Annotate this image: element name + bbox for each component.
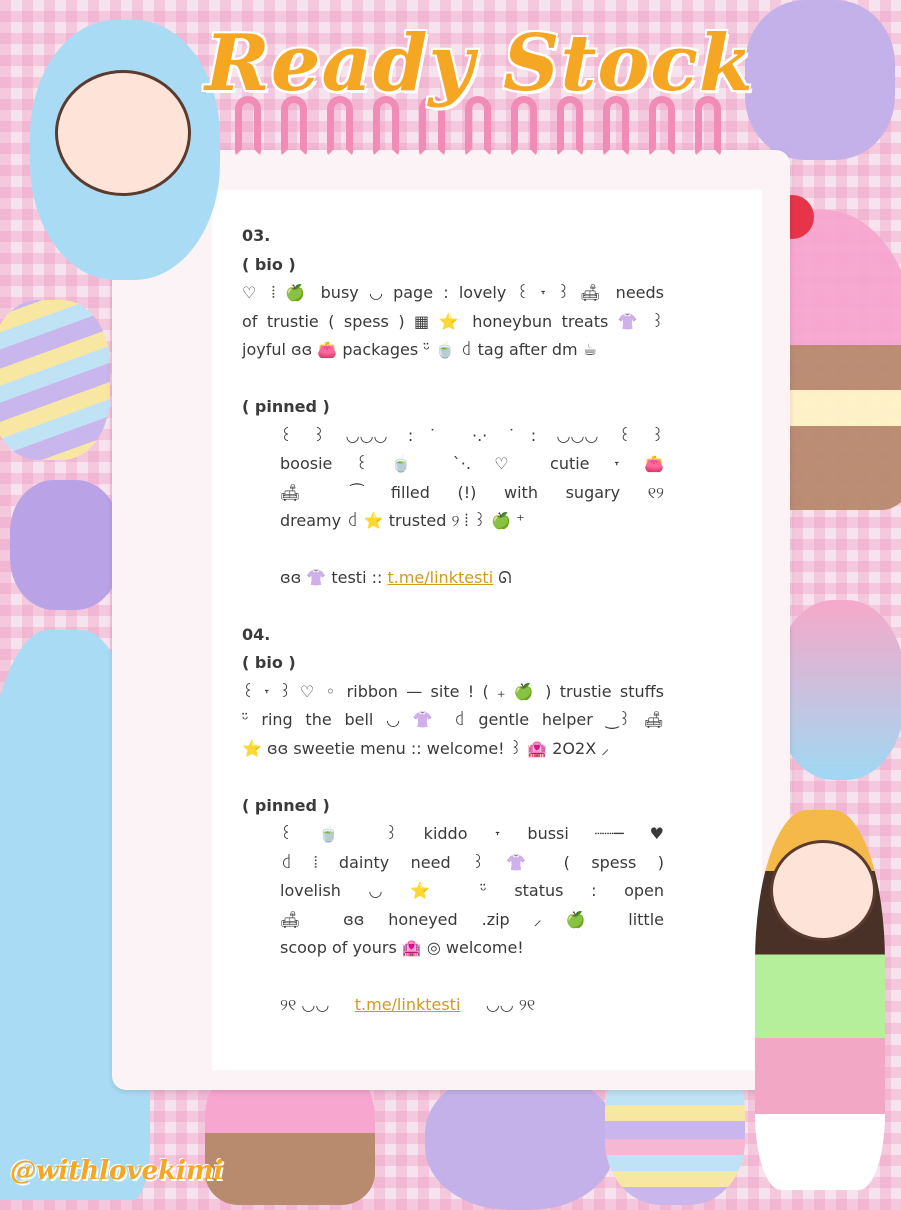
testi-suffix: ◡◡ ୨୧	[485, 995, 536, 1015]
girl-face-top-left	[55, 70, 191, 196]
watermark: @withlovekimi	[10, 1156, 224, 1186]
star-decoration-top-right	[745, 0, 895, 160]
cat-decoration-left	[0, 300, 110, 460]
section-number: 04.	[242, 624, 271, 644]
section-number: 03.	[242, 226, 271, 245]
girl-face-bottom-right	[770, 840, 876, 941]
testi-line	[280, 564, 664, 593]
star-decoration-bottom	[425, 1070, 615, 1210]
bio-line: ᵕ̈ ring the bell ◡ 👚 ꒯ gentle helper ‿꒱ 🛋	[242, 710, 664, 730]
bio-line: ♡ ⦙ 🍏 busy ◡ page : lovely ꒰ ˕ ꒱ 🛋 needs	[242, 283, 664, 303]
pinned-line: ꒯ ⦙ dainty need ꒱ 👚 ( spess )	[280, 852, 664, 872]
bio-line: ⭐ ɞɞ sweetie menu :: welcome! ꒱ 🏩 2O2X ⸝	[242, 738, 610, 758]
star-badge-right	[775, 600, 901, 780]
pinned-label: ( pinned )	[242, 795, 330, 815]
testi-line	[280, 991, 664, 1020]
bio-line: ꒰ ˕ ꒱ ♡ ◦ ribbon — site ! ( ₊ 🍏 ) trustie stuffs	[242, 681, 664, 701]
bio-label: ( bio )	[242, 254, 296, 274]
testi-prefix: ɞɞ 👚 testi ::	[280, 567, 383, 587]
pinned-line: boosie ꒰ 🍵 `·. ♡ cutie ˕ 👛	[280, 454, 664, 474]
pinned-line: 🛋 ɞɞ honeyed .zip ⸝ 🍏 little	[280, 909, 664, 929]
testi-link[interactable]: t.me/linktesti	[354, 995, 461, 1015]
bio-label: ( bio )	[242, 653, 296, 673]
listing-content	[242, 222, 664, 1020]
pinned-line: dreamy ꒯ ⭐ trusted ୨ ⦙ ꒱ 🍏 ⁺	[280, 511, 525, 531]
page-title: Ready Stock	[205, 18, 754, 109]
testi-suffix: ᘏ	[498, 567, 512, 587]
testi-prefix: ୨୧ ◡◡	[280, 995, 330, 1015]
bio-line: of trustie ( spess ) ▦ ⭐ honeybun treats 👚 ꒱	[242, 311, 664, 331]
pinned-line: 🛋 ⁀ filled (!) with sugary ୧୨	[280, 482, 664, 502]
pinned-line: lovelish ◡ ⭐ ᵕ̈ status : open	[280, 881, 664, 901]
pinned-line: ꒰ 🍵 ꒱ kiddo ˕ bussi ┈┈─ ♥	[280, 824, 664, 844]
pinned-line: scoop of yours 🏩 ◎ welcome!	[280, 938, 524, 958]
testi-link[interactable]: t.me/linktesti	[387, 567, 494, 587]
pinned-line: ꒰ ꒱ ◡◡◡ :˙ ·.· ˙: ◡◡◡ ꒰ ꒱	[280, 425, 664, 445]
bio-line: joyful ɞɞ 👛 packages ᵕ̈ 🍵 ꒯ tag after dm ☕	[242, 340, 598, 360]
star-decoration-left	[10, 480, 120, 610]
pinned-label: ( pinned )	[242, 396, 330, 416]
